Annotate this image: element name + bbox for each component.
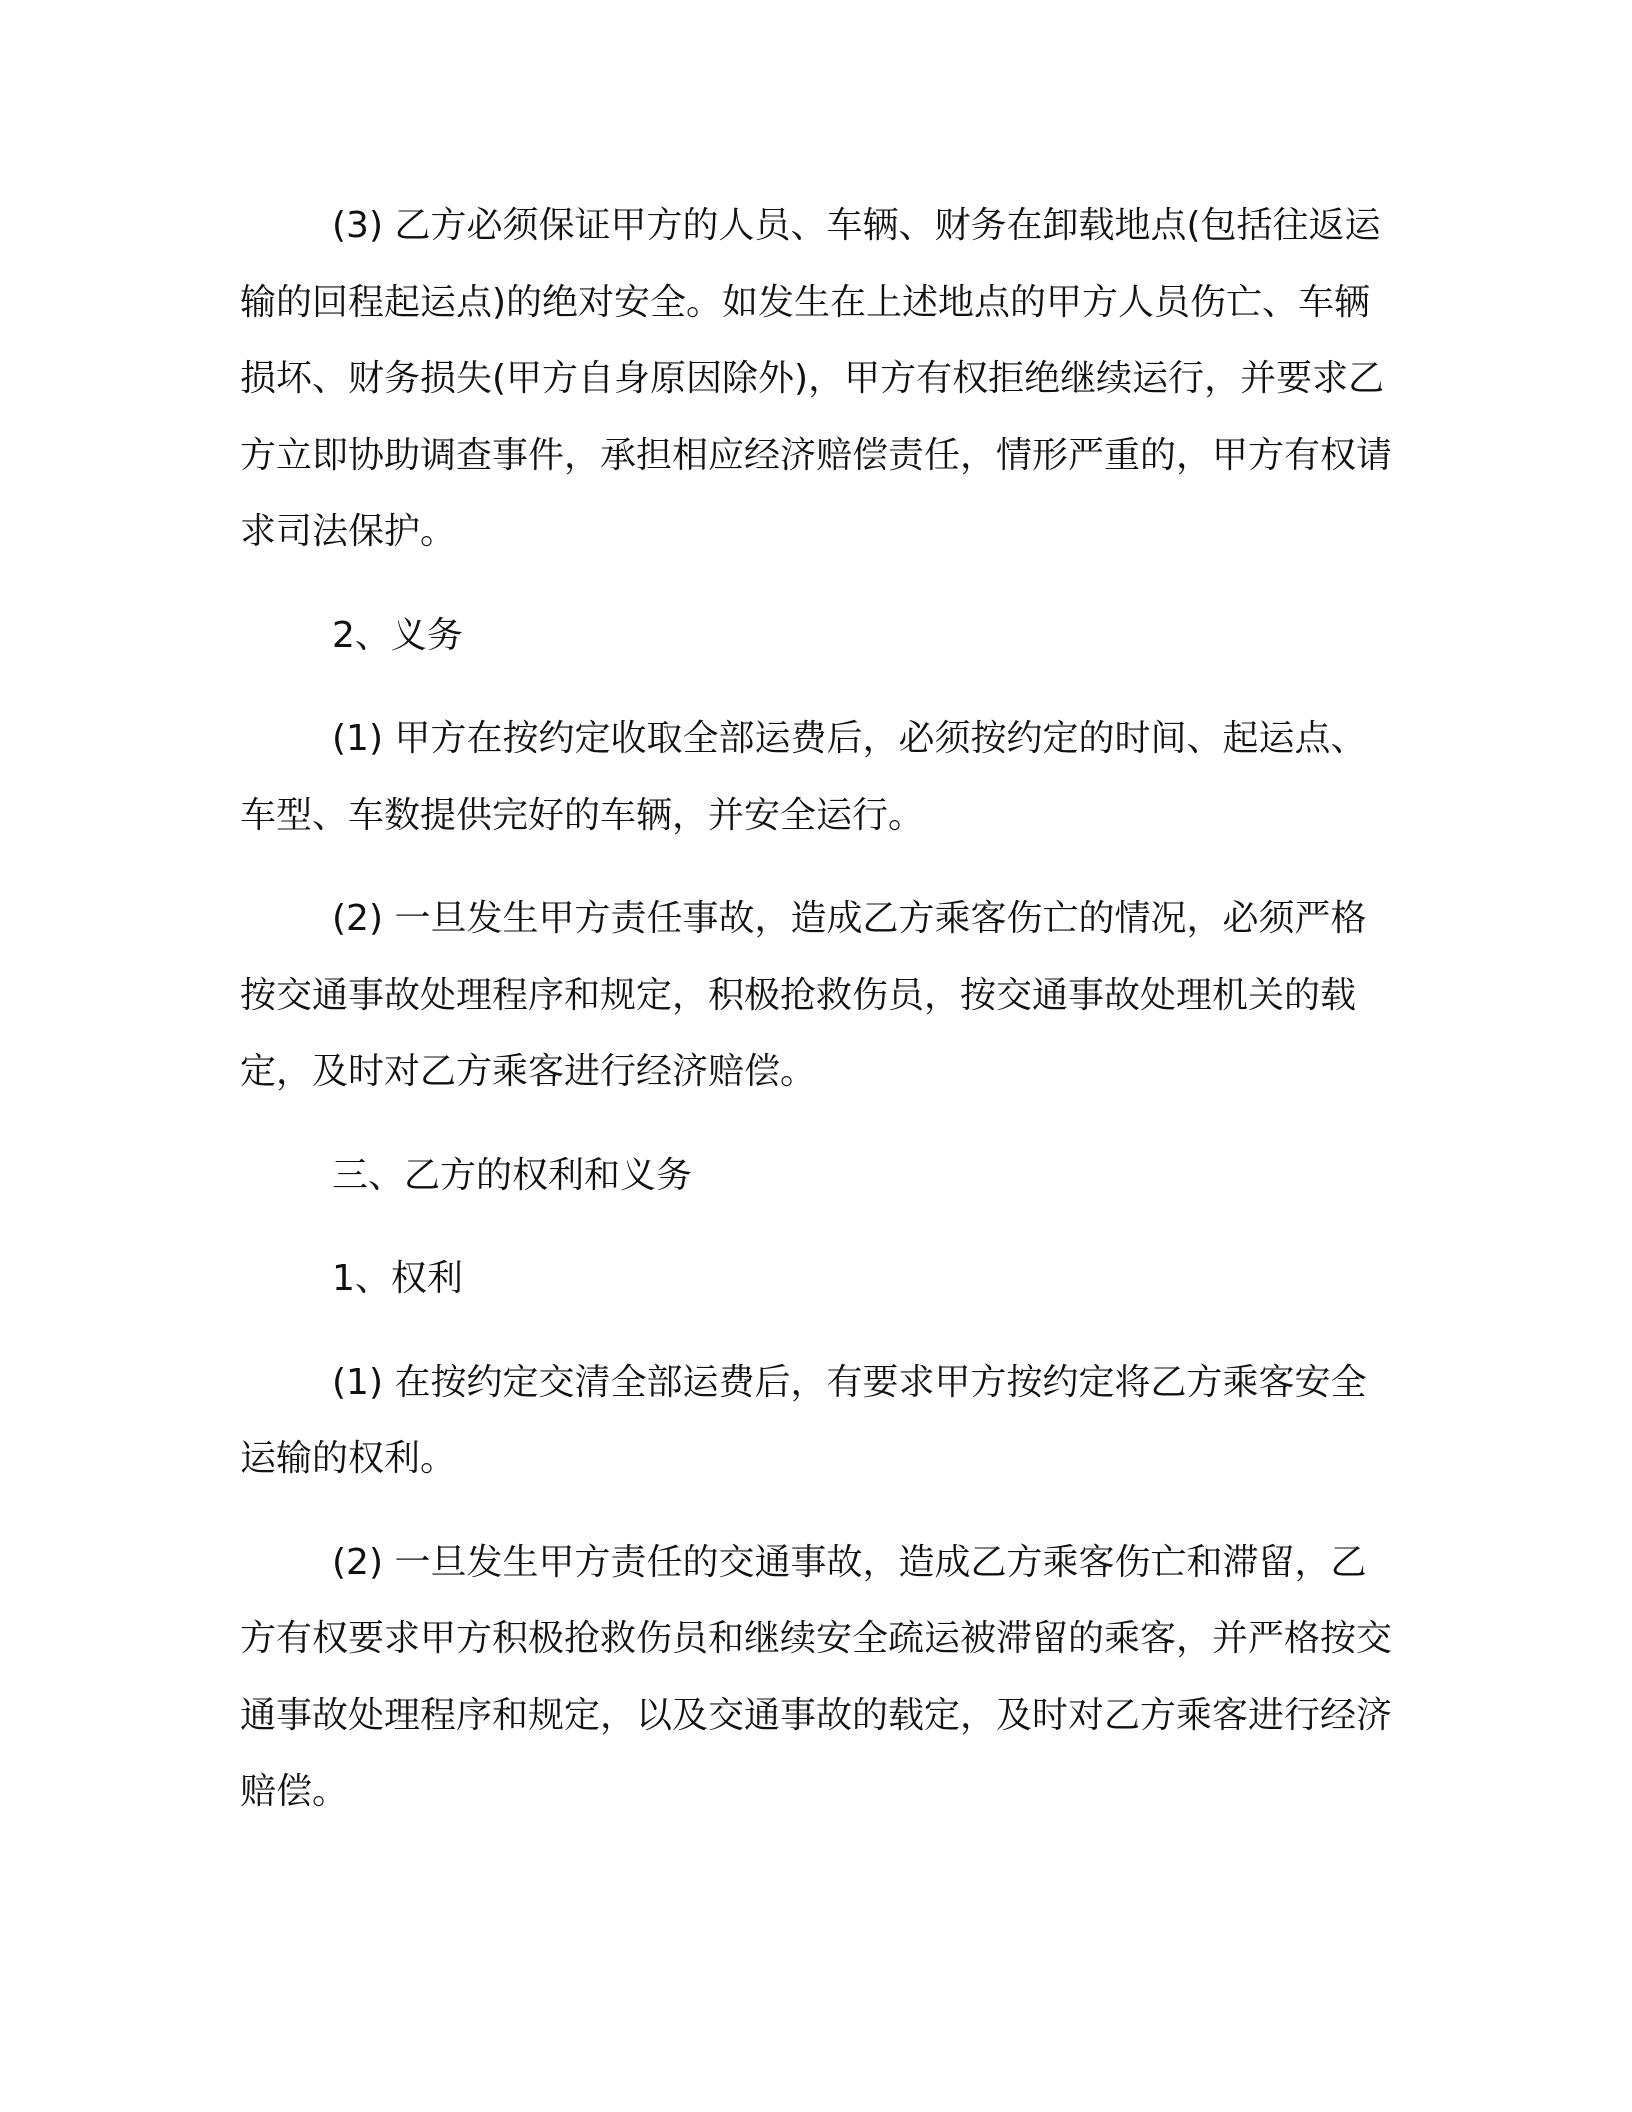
rights-heading: 1、权利 [332, 1258, 463, 1299]
clause-3-paragraph: (3) 乙方必须保证甲方的人员、车辆、财务在卸载地点(包括往返运输的回程起运点)的绝对安全。如发生在上述地点的甲方人员伤亡、车辆损坏、财务损失(甲方自身原因除外)，甲方有权拒绝继续运行，并要求乙方立即协助调查事件，承担相应经济赔偿责任，情形严重的，甲方有权请求司法保护。 [240, 205, 1393, 552]
right-1-paragraph: (1) 在按约定交清全部运费后，有要求甲方按约定将乙方乘客安全运输的权利。 [240, 1361, 1367, 1479]
section-three-heading: 三、乙方的权利和义务 [332, 1154, 693, 1196]
document-page [240, 188, 1400, 1831]
obligation-1-paragraph: (1) 甲方在按约定收取全部运费后，必须按约定的时间、起运点、车型、车数提供完好的车辆，并安全运行。 [240, 718, 1367, 836]
obligations-heading: 2、义务 [332, 614, 463, 656]
obligation-2-paragraph: (2) 一旦发生甲方责任事故，造成乙方乘客伤亡的情况，必须严格按交通事故处理程序和规定，积极抢救伤员，按交通事故处理机关的载定，及时对乙方乘客进行经济赔偿。 [240, 898, 1367, 1092]
right-2-paragraph: (2) 一旦发生甲方责任的交通事故，造成乙方乘客伤亡和滞留，乙方有权要求甲方积极抢救伤员和继续安全疏运被滞留的乘客，并严格按交通事故处理程序和规定，以及交通事故的载定，及时对乙方乘客进行经济赔偿。 [240, 1541, 1393, 1812]
